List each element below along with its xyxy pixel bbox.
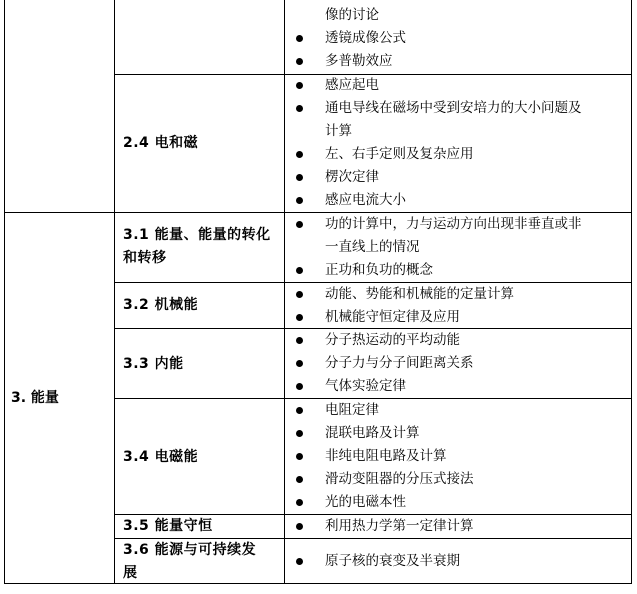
bullet-icon: [296, 151, 303, 158]
list-item-text: 混联电路及计算: [325, 425, 420, 441]
list-item-text: 非纯电阻电路及计算: [325, 448, 447, 464]
bullet-icon: [296, 430, 303, 437]
section-label-3-1: [123, 224, 271, 270]
list-item-text: 左、右手定则及复杂应用: [325, 146, 474, 162]
list-item-text: 分子热运动的平均动能: [325, 332, 460, 348]
section-label-3-5: 3.5 能量守恒: [123, 518, 213, 534]
list-item-text: 利用热力学第一定律计算: [325, 518, 474, 534]
bullet-icon: [296, 523, 303, 530]
bullet-icon: [296, 35, 303, 42]
section-label-line: 3.1 能量、能量的转化: [123, 227, 271, 243]
table-border-left: [4, 0, 5, 584]
list-item-text: 动能、势能和机械能的定量计算: [325, 286, 514, 302]
list-item-text: 原子核的衰变及半衰期: [325, 553, 460, 569]
category-label-3: 3. 能量: [11, 390, 59, 406]
section-label-line: 3.6 能源与可持续发: [123, 542, 257, 558]
bullet-icon: [296, 174, 303, 181]
list-item-text: 透镜成像公式: [325, 30, 406, 46]
section-label-3-6: [123, 539, 256, 585]
section-label-3-4: 3.4 电磁能: [123, 449, 199, 465]
bullet-icon: [296, 383, 303, 390]
bullet-icon: [296, 453, 303, 460]
list-item-text: 感应电流大小: [325, 192, 406, 208]
list-item-text: 电阻定律: [325, 402, 379, 418]
section-label-2-4: 2.4 电和磁: [123, 135, 199, 151]
bullet-icon: [296, 314, 303, 321]
list-item-text: 感应起电: [325, 77, 379, 93]
list-item-continuation: 一直线上的情况: [325, 239, 420, 255]
table-divider-col2: [284, 0, 285, 584]
bullet-icon: [296, 407, 303, 414]
bullet-icon: [296, 499, 303, 506]
list-item-text: 光的电磁本性: [325, 494, 406, 510]
bullet-icon: [296, 267, 303, 274]
list-item-text: 多普勒效应: [325, 53, 393, 69]
table-border-right: [631, 0, 632, 584]
list-item-text: 正功和负功的概念: [325, 262, 433, 278]
section-label-line: 展: [123, 565, 138, 581]
list-item-text: 通电导线在磁场中受到安培力的大小问题及: [325, 100, 582, 116]
section-label-3-2: 3.2 机械能: [123, 297, 199, 313]
bullet-icon: [296, 291, 303, 298]
list-item-text: 气体实验定律: [325, 378, 406, 394]
bullet-icon: [296, 105, 303, 112]
list-item-text: 楞次定律: [325, 169, 379, 185]
bullet-icon: [296, 197, 303, 204]
bullet-icon: [296, 360, 303, 367]
bullet-icon: [296, 476, 303, 483]
bullet-icon: [296, 58, 303, 65]
section-label-3-3: 3.3 内能: [123, 356, 184, 372]
bullet-icon: [296, 82, 303, 89]
continuation-text: 像的讨论: [325, 7, 379, 23]
list-item-continuation: 计算: [325, 123, 352, 139]
table-border-bottom: [4, 583, 632, 584]
list-item-text: 滑动变阻器的分压式接法: [325, 471, 474, 487]
list-item-text: 机械能守恒定律及应用: [325, 309, 460, 325]
bullet-icon: [296, 221, 303, 228]
bullet-icon: [296, 558, 303, 565]
list-item-text: 功的计算中，力与运动方向出现非垂直或非: [325, 216, 582, 232]
bullet-icon: [296, 337, 303, 344]
list-item-text: 分子力与分子间距离关系: [325, 355, 474, 371]
table-divider-col1: [114, 0, 115, 584]
section-label-line: 和转移: [123, 250, 167, 266]
